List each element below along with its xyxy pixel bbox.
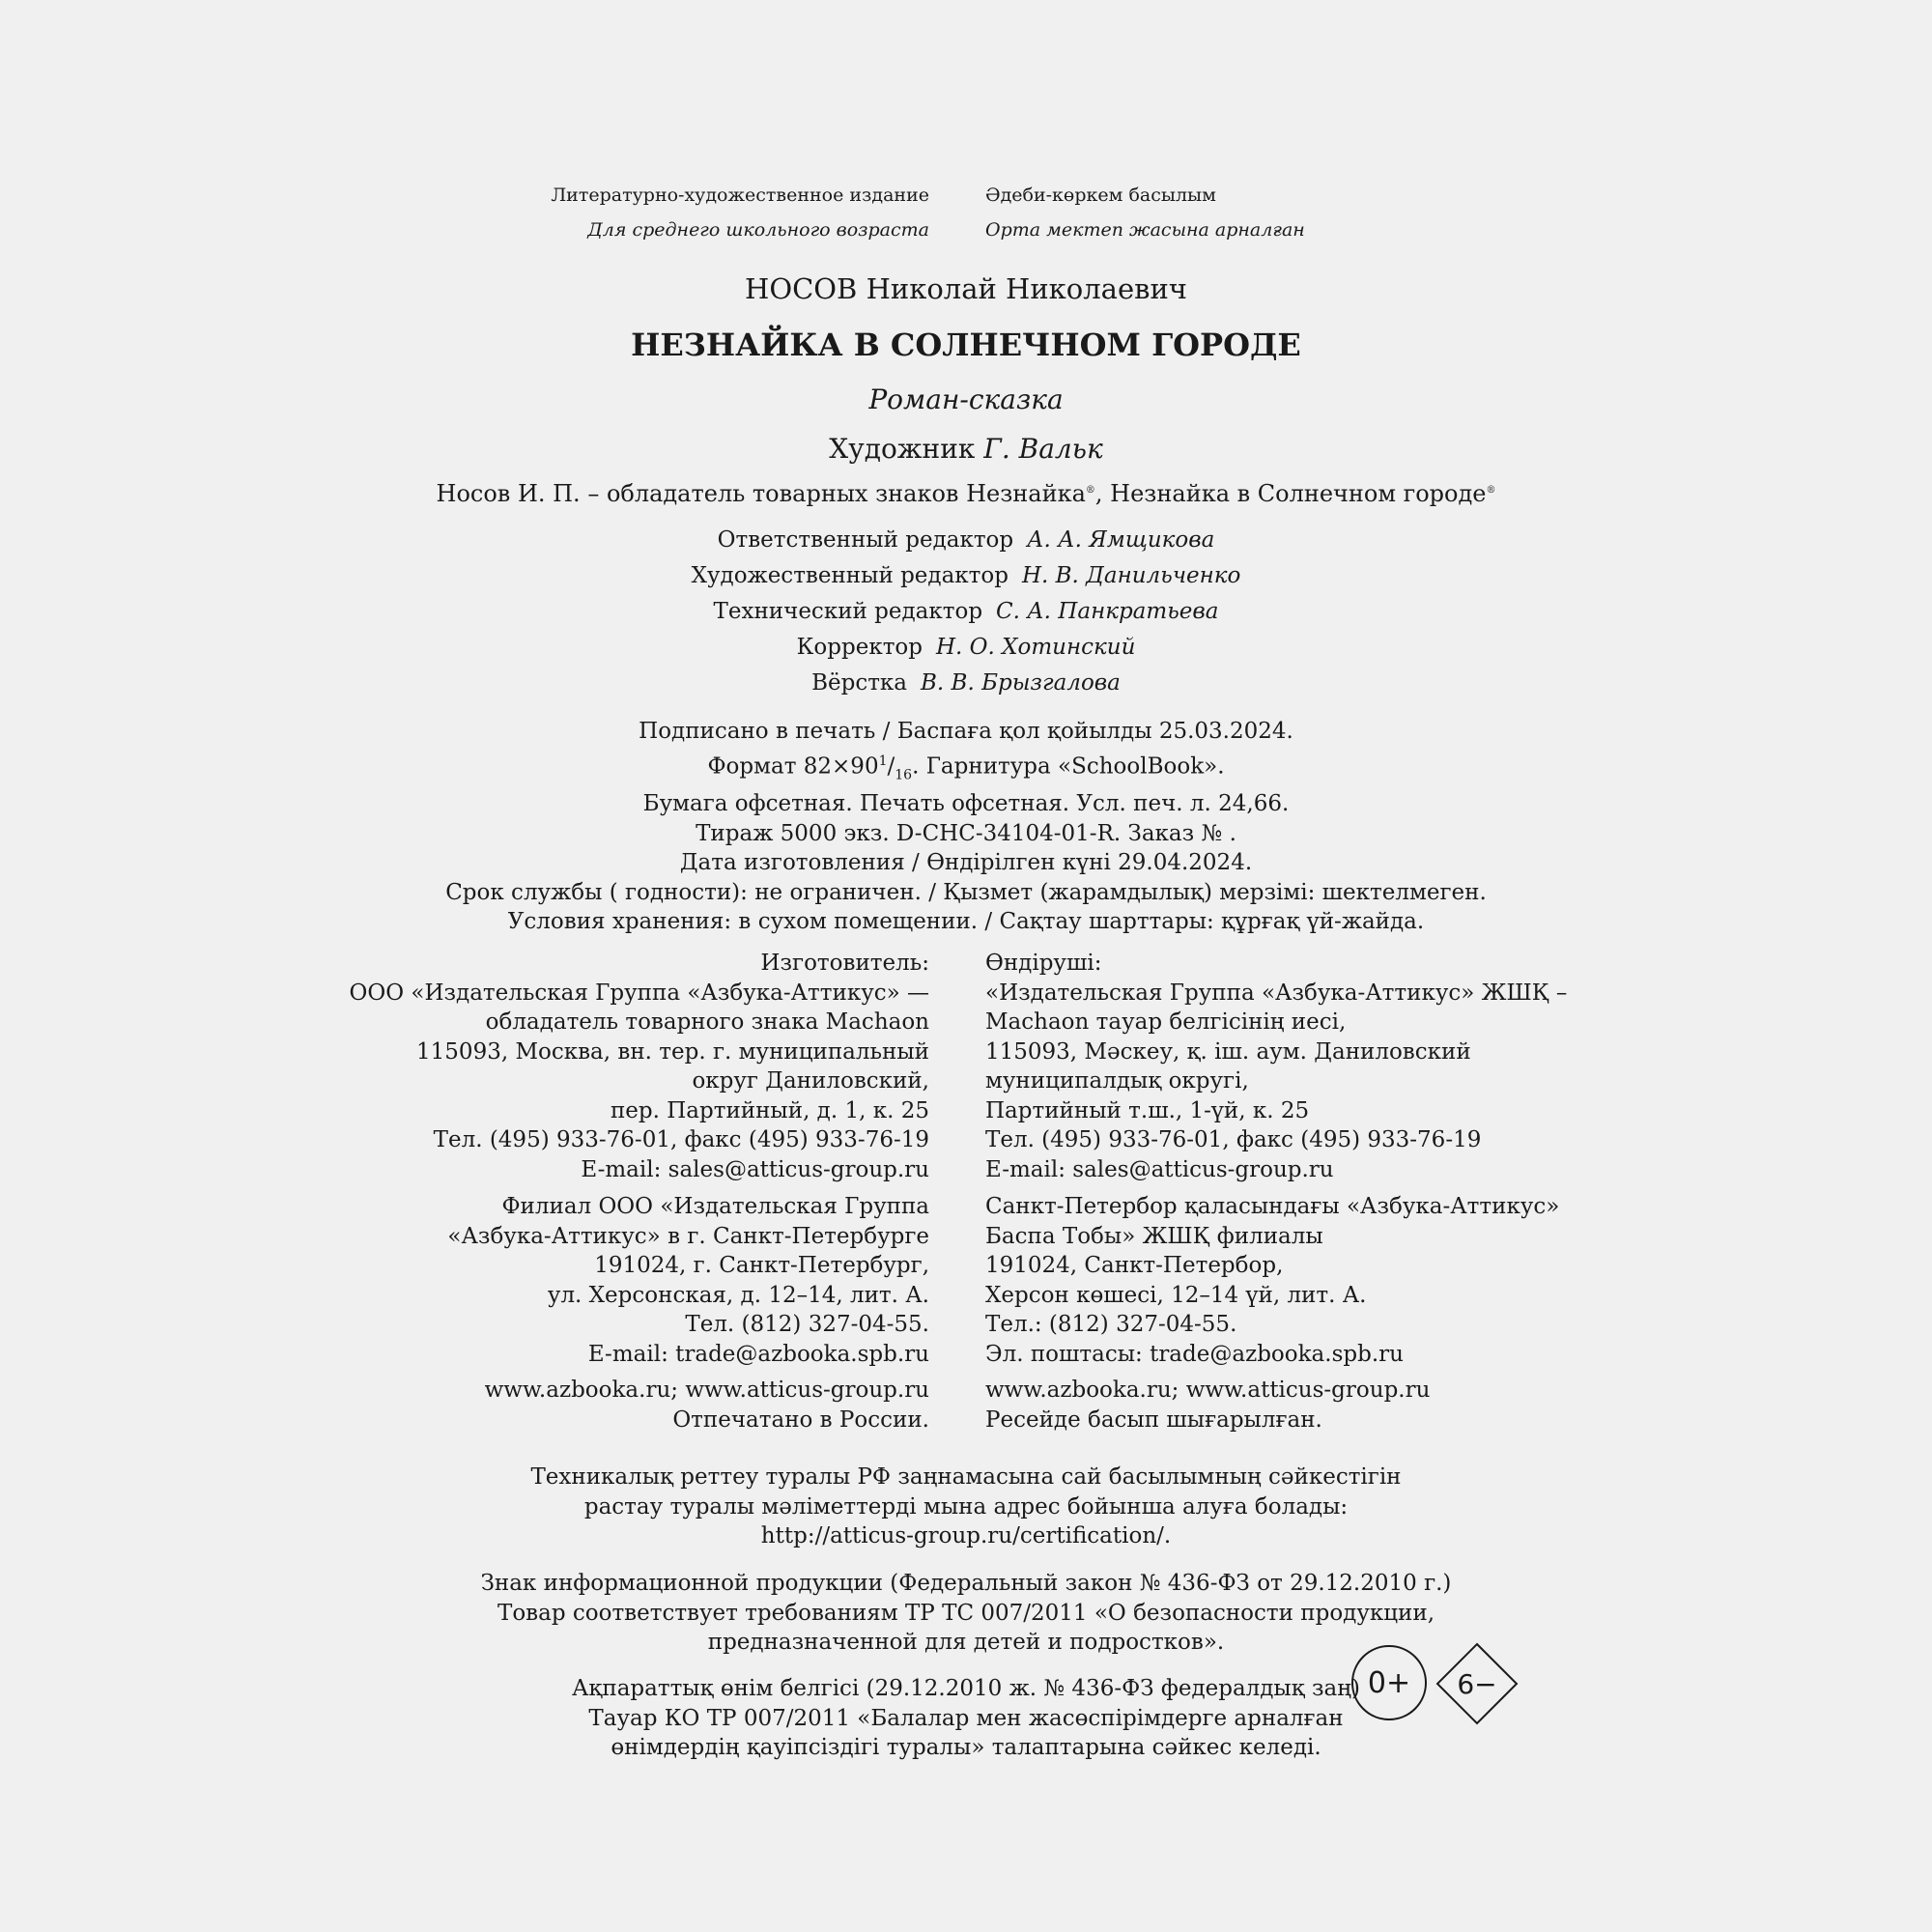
print-made-date: Дата изготовления / Өндірілген күні 29.04.2024.	[679, 850, 1253, 876]
registered-mark: ®	[1085, 485, 1095, 496]
age-rating-diamond-icon	[1435, 1642, 1519, 1725]
staff-row: Ответственный редактор А. А. Ямщикова	[717, 527, 1215, 553]
manufacturer-ru: Изготовитель: ООО «Издательская Группа «Азбука-Аттикус» — обладатель товарного знака Machaon 115093, Москва, вн. тер. г. муниципальный округ Даниловский, пер. Партийный, д. 1, к. 25 Тел. (495) 933-76-01, факс (495) 933-76-19 E-mail: sales@atticus-group.ru	[349, 951, 929, 1182]
artist-name: Г. Вальк	[983, 433, 1103, 465]
staff-row: Вёрстка В. В. Брызгалова	[811, 670, 1121, 696]
trademark-line	[0, 480, 1932, 507]
manufacturer-block	[0, 949, 1932, 1184]
web-ru: www.azbooka.ru; www.atticus-group.ru Отпечатано в России.	[484, 1378, 929, 1433]
trademark-text-b: , Незнайка в Солнечном городе	[1094, 480, 1487, 507]
print-format: Формат $82\times 90^1/_{16}$. Гарнитура «SchoolBook».	[707, 753, 1225, 782]
author-name: НОСОВ Николай Николаевич	[745, 272, 1187, 305]
print-details	[0, 717, 1932, 937]
branch-block	[0, 1192, 1932, 1369]
staff-row: Технический редактор С. А. Панкратьева	[713, 599, 1219, 624]
manufacturer-kz: Өндіруші: «Издательская Группа «Азбука-Аттикус» ЖШҚ – Machaon тауар белгісінің иесі, 115093, Мәскеу, қ. іш. аум. Даниловский муниципалдық округі, Партийный т.ш., 1-үй, к. 25 Тел. (495) 933-76-01, факс (495) 933-76-19 E-mail: sales@atticus-group.ru	[985, 951, 1568, 1182]
branch-kz: Санкт-Петербор қаласындағы «Азбука-Аттикус» Баспа Тобы» ЖШҚ филиалы 191024, Санкт-Петербор, Херсон көшесі, 12–14 үй, лит. А. Тел.: (812) 327-04-55. Эл. поштасы: trade@azbooka.spb.ru	[985, 1194, 1560, 1367]
header-line-1	[0, 178, 1932, 213]
staff-list	[0, 523, 1932, 701]
age-group-ru: Для среднего школьного возраста	[587, 219, 929, 241]
staff-row: Корректор Н. О. Хотинский	[796, 635, 1136, 660]
print-run: Тираж 5000 экз. D-CHC-34104-01-R. Заказ № .	[696, 820, 1236, 846]
header-line-2	[0, 213, 1932, 247]
artist-line	[0, 433, 1932, 465]
print-service-life: Срок службы ( годности): не ограничен. / Қызмет (жарамдылық) мерзімі: шектелмеген.	[445, 879, 1487, 905]
edition-type-ru: Литературно-художественное издание	[551, 185, 929, 206]
edition-type-kz: Әдеби-көркем басылым	[985, 185, 1216, 206]
web-kz: www.azbooka.ru; www.atticus-group.ru Ресейде басып шығарылған.	[985, 1378, 1431, 1433]
certification-block: Техникалық реттеу туралы РФ заңнамасына сай басылымның сәйкестігін растау туралы мәліметтерді мына адрес бойынша алуға болады: http://atticus-group.ru/certification/.	[530, 1464, 1402, 1548]
book-title: НЕЗНАЙКА В СОЛНЕЧНОМ ГОРОДЕ	[631, 327, 1301, 363]
print-signed: Подписано в печать / Баспаға қол қойылды 25.03.2024.	[639, 719, 1293, 744]
trademark-text-a: Носов И. П. – обладатель товарных знаков Незнайка	[436, 480, 1086, 507]
age-group-kz: Орта мектеп жасына арналған	[985, 219, 1305, 241]
registered-mark: ®	[1486, 485, 1496, 496]
print-paper: Бумага офсетная. Печать офсетная. Усл. печ. л. 24,66.	[642, 791, 1290, 817]
genre: Роман-сказка	[868, 384, 1064, 415]
artist-label: Художник	[829, 433, 976, 465]
branch-ru: Филиал ООО «Издательская Группа «Азбука-Аттикус» в г. Санкт-Петербурге 191024, г. Санкт-Петербург, ул. Херсонская, д. 12–14, лит. А. Тел. (812) 327-04-55. E-mail: trade@azbooka.spb.ru	[447, 1194, 929, 1367]
web-block	[0, 1376, 1932, 1435]
age-rating-diamond-label: 6−	[1457, 1667, 1497, 1700]
info-sign-kz-block: Ақпараттық өнім белгісі (29.12.2010 ж. № 436-ФЗ федералдық заң) Тауар КО ТР 007/2011 «Балалар мен жасөспірімдерге арналған өнімдердің қауіпсіздігі туралы» талаптарына сәйкес келеді.	[572, 1676, 1360, 1760]
print-storage: Условия хранения: в сухом помещении. / Сақтау шарттары: құрғақ үй-жайда.	[507, 909, 1425, 935]
staff-row: Художественный редактор Н. В. Данильченко	[691, 563, 1241, 588]
age-rating-circle-icon: 0+	[1351, 1645, 1427, 1720]
info-sign-ru-block: Знак информационной продукции (Федеральный закон № 436-ФЗ от 29.12.2010 г.) Товар соответствует требованиям ТР ТС 007/2011 «О безопасности продукции, предназначенной для детей и подростков».	[480, 1571, 1452, 1655]
